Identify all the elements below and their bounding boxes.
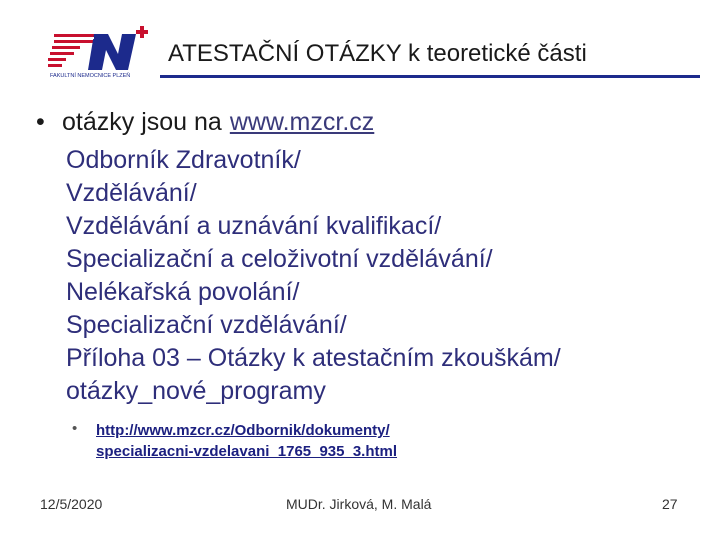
path-line: Nelékařská povolání/: [66, 278, 300, 306]
path-line: Specializační a celoživotní vzdělávání/: [66, 245, 493, 273]
sub-bullet: [72, 420, 397, 462]
svg-text:FAKULTNÍ NEMOCNICE PLZEŇ: FAKULTNÍ NEMOCNICE PLZEŇ: [50, 73, 131, 79]
document-link[interactable]: [96, 420, 397, 462]
page-number: 27: [662, 496, 678, 512]
fnp-logo: [48, 24, 158, 82]
bullet-dot: •: [36, 108, 45, 136]
path-line: Vzdělávání/: [66, 179, 197, 207]
page-title: ATESTAČNÍ OTÁZKY k teoretické části: [168, 40, 587, 67]
footer-date: 12/5/2020: [40, 496, 103, 512]
mzcr-link[interactable]: www.mzcr.cz: [229, 108, 375, 136]
title-underline: [160, 75, 700, 78]
path-line: Příloha 03 – Otázky k atestačním zkouškám/: [66, 344, 561, 372]
path-line: Specializační vzdělávání/: [66, 311, 347, 339]
footer-author: MUDr. Jirková, M. Malá: [286, 496, 432, 512]
navigation-path: [66, 144, 561, 408]
path-line: Vzdělávání a uznávání kvalifikací/: [66, 212, 442, 240]
link-line[interactable]: specializacni-vzdelavani_1765_935_3.html: [96, 443, 398, 460]
main-bullet: [36, 108, 374, 137]
link-line[interactable]: http://www.mzcr.cz/Odbornik/dokumenty/: [96, 422, 390, 439]
bullet-text: otázky jsou na: [62, 108, 222, 136]
path-line: Odborník Zdravotník/: [66, 146, 301, 174]
path-line: otázky_nové_programy: [66, 377, 326, 405]
sub-bullet-dot: •: [72, 420, 78, 437]
